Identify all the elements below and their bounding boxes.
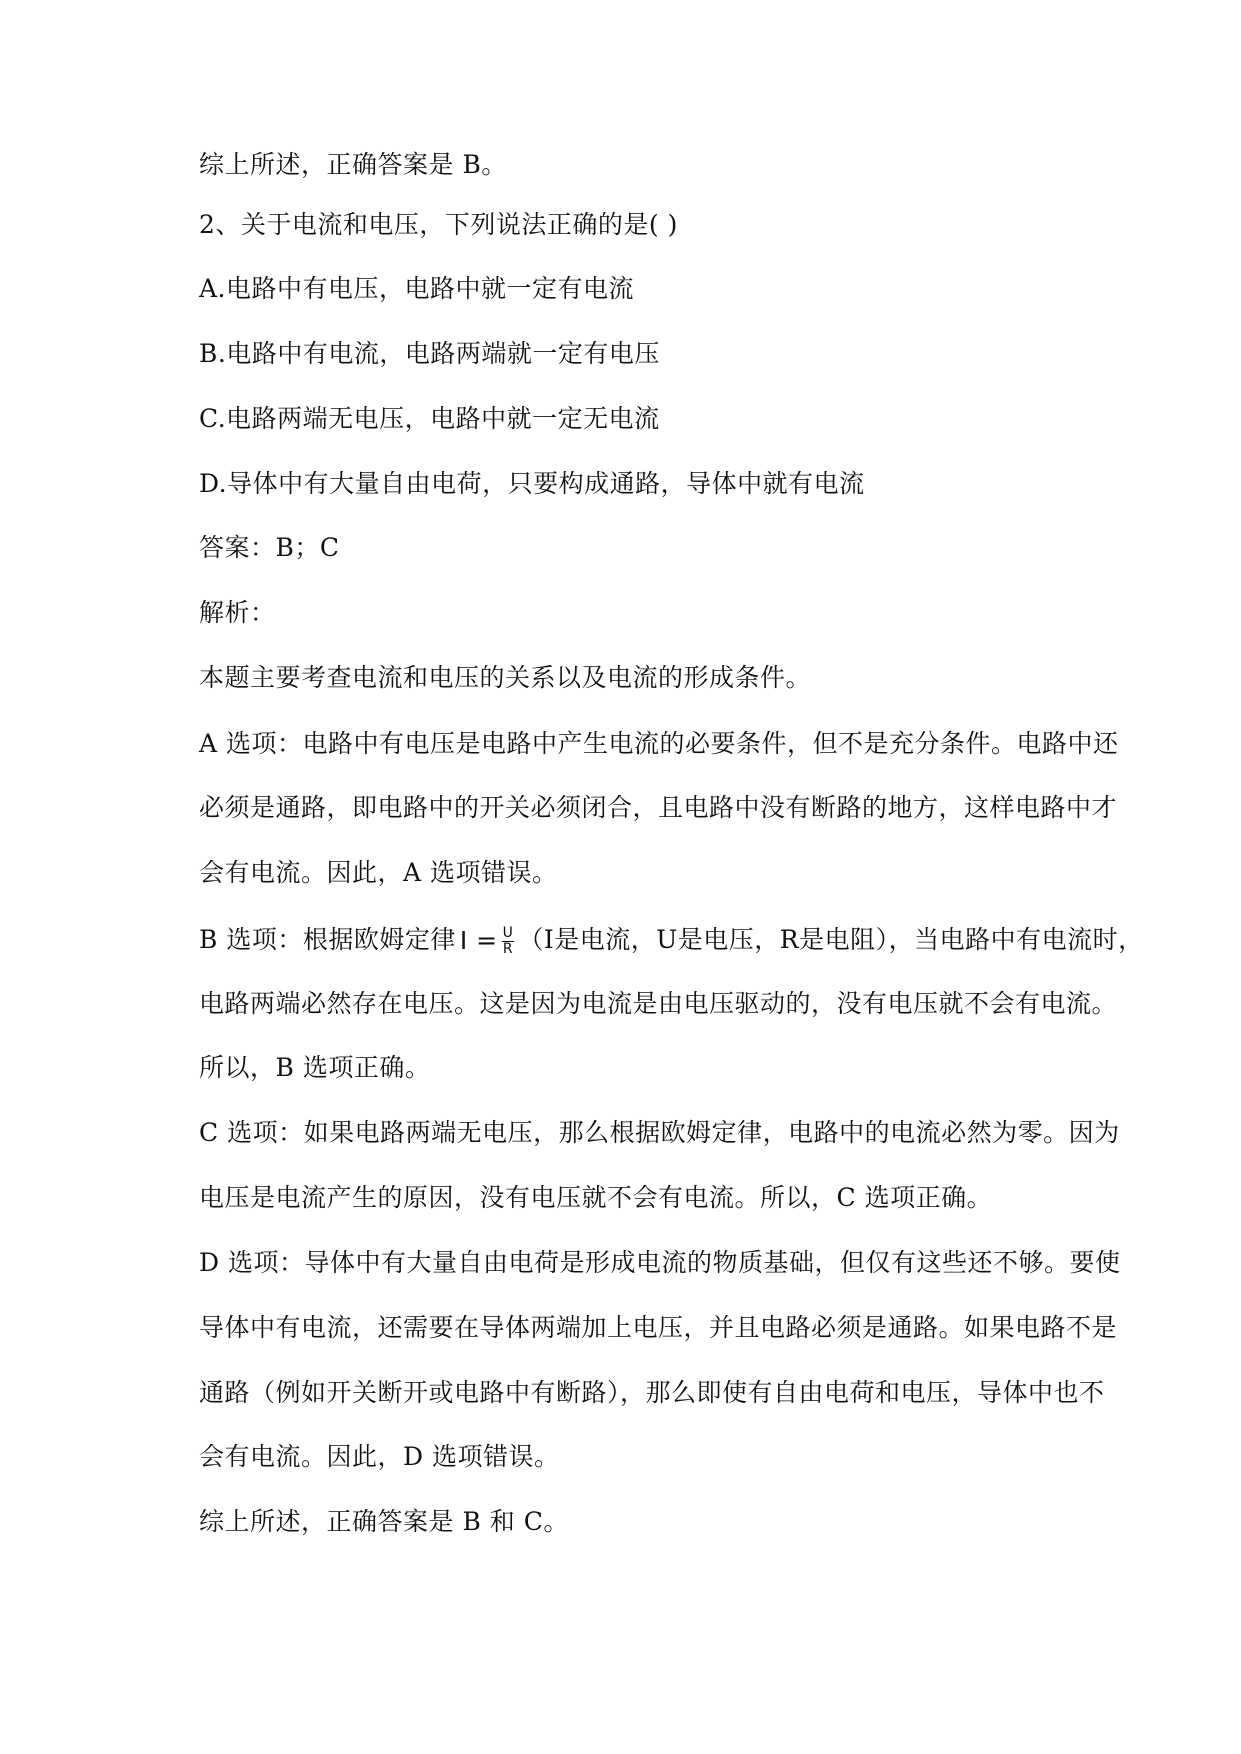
conclusion-q2: 综上所述，正确答案是 B 和 C。 bbox=[199, 1507, 569, 1536]
analysis-d-line-2: 导体中有电流，还需要在导体两端加上电压，并且电路必须是通路。如果电路不是 bbox=[199, 1313, 1118, 1342]
analysis-a-line-1: A 选项：电路中有电压是电路中产生电流的必要条件，但不是充分条件。电路中还 bbox=[199, 729, 1119, 758]
formula-denominator: R bbox=[502, 941, 514, 958]
analysis-d-line-3: 通路（例如开关断开或电路中有断路），那么即使有自由电荷和电压，导体中也不 bbox=[199, 1378, 1105, 1407]
analysis-b-prefix: B 选项：根据欧姆定律 bbox=[199, 925, 456, 954]
analysis-d-line-1: D 选项：导体中有大量自由电荷是形成电流的物质基础，但仅有这些还不够。要使 bbox=[199, 1248, 1121, 1277]
analysis-b-line-1 bbox=[199, 925, 1144, 957]
option-b: B.电路中有电流，电路两端就一定有电压 bbox=[199, 339, 660, 368]
analysis-b-line-2: 电路两端必然存在电压。这是因为电流是由电压驱动的，没有电压就不会有电流。 bbox=[199, 989, 1118, 1018]
analysis-c-line-1: C 选项：如果电路两端无电压，那么根据欧姆定律，电路中的电流必然为零。因为 bbox=[199, 1118, 1120, 1147]
analysis-intro: 本题主要考查电流和电压的关系以及电流的形成条件。 bbox=[199, 663, 812, 692]
option-a: A.电路中有电压，电路中就一定有电流 bbox=[199, 274, 635, 303]
analysis-heading: 解析： bbox=[199, 598, 276, 627]
option-d: D.导体中有大量自由电荷，只要构成通路，导体中就有电流 bbox=[199, 469, 865, 498]
analysis-a-line-2: 必须是通路，即电路中的开关必须闭合，且电路中没有断路的地方，这样电路中才 bbox=[199, 793, 1118, 822]
analysis-d-line-4: 会有电流。因此，D 选项错误。 bbox=[199, 1442, 560, 1471]
answer-line: 答案：B；C bbox=[199, 533, 340, 562]
ohms-law-formula bbox=[460, 926, 515, 958]
analysis-c-line-2: 电压是电流产生的原因，没有电压就不会有电流。所以，C 选项正确。 bbox=[199, 1183, 993, 1212]
conclusion-q1: 综上所述，正确答案是 B。 bbox=[199, 150, 507, 179]
formula-lhs: I = bbox=[459, 925, 498, 955]
formula-numerator: U bbox=[502, 925, 514, 942]
option-c: C.电路两端无电压，电路中就一定无电流 bbox=[199, 404, 660, 433]
formula-fraction bbox=[502, 926, 515, 957]
analysis-b-line-3: 所以，B 选项正确。 bbox=[199, 1053, 431, 1082]
analysis-b-suffix: （I是电流，U是电压，R是电阻），当电路中有电流时， bbox=[518, 925, 1144, 954]
question-2-stem: 2、关于电流和电压，下列说法正确的是( ) bbox=[199, 210, 678, 239]
analysis-a-line-3: 会有电流。因此，A 选项错误。 bbox=[199, 858, 558, 887]
